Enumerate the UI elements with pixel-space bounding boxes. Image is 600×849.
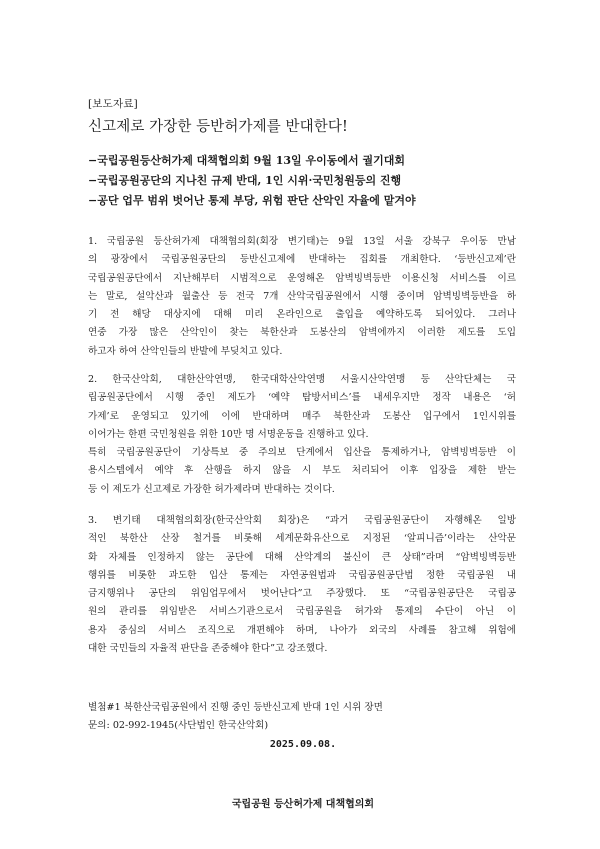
body-paragraph-3 bbox=[88, 512, 516, 658]
paragraph-line: 이어가는 한편 국민청원을 위한 10만 명 서명운동을 진행하고 있다. bbox=[88, 428, 369, 440]
paragraph-line: 등 이 제도가 신고제로 가장한 허가제라며 반대하는 것이다. bbox=[88, 483, 335, 495]
footnotes bbox=[88, 699, 383, 735]
paragraph-line: 기 전 해당 대상지에 대해 미리 온라인으로 출입을 예약하도록 되어있다. 그러나 bbox=[88, 309, 516, 321]
paragraph-line: 국립공원공단에서 지난해부터 시범적으로 운영해온 암벽빙벽등반 이용신청 서비스를 이르 bbox=[88, 272, 516, 284]
body-paragraph-2 bbox=[88, 371, 516, 499]
press-release-tag: [보도자료] bbox=[88, 98, 138, 110]
paragraph-line: 의 광장에서 국립공원공단의 등반신고제에 반대하는 집회를 개최한다. ‘등반신고제’란 bbox=[88, 254, 516, 266]
paragraph-line: 화 자체를 인정하지 않는 공단에 대해 산악계의 불신이 큰 상태”라며 “암벽빙벽등반 bbox=[88, 551, 516, 563]
headline: 신고제로 가장한 등반허가제를 반대한다! bbox=[88, 119, 348, 135]
subheadline-list bbox=[88, 151, 416, 211]
paragraph-line: 원의 관리를 위임받은 서비스기관으로서 국립공원을 허가와 통제의 수단이 아닌 이 bbox=[88, 606, 516, 618]
paragraph-line: 적인 북한산 산장 철거를 비롯해 세계문화유산으로 지정된 ‘알피니즘’이라는 산악문 bbox=[88, 533, 516, 545]
paragraph-line: 3. 변기태 대책협의회장(한국산악회 회장)은 “과거 국립공원공단이 자행해온 일방 bbox=[88, 515, 516, 526]
paragraph-line: 연중 가장 많은 산악인이 찾는 북한산과 도봉산의 암벽에까지 이러한 제도를 도입 bbox=[88, 327, 516, 339]
release-date: 2025.09.08. bbox=[269, 739, 337, 750]
paragraph-line: 1. 국립공원 등산허가제 대책협의회(회장 변기태)는 9월 13일 서울 강북구 우이동 만남 bbox=[88, 236, 516, 247]
paragraph-line: 행위를 비롯한 과도한 입산 통제는 자연공원법과 국립공원공단법 정한 국립공원 내 bbox=[88, 569, 516, 581]
subheadline: −국립공원공단의 지나친 규제 반대, 1인 시위·국민청원등의 진행 bbox=[88, 174, 402, 187]
paragraph-line: 대한 국민들의 자율적 판단을 존중해야 한다”고 강조했다. bbox=[88, 643, 328, 655]
paragraph-line: 하고자 하여 산악인들의 반발에 부딪치고 있다. bbox=[88, 345, 283, 357]
paragraph-line: 용시스템에서 예약 후 산행을 하지 않을 시 부도 처리되어 이후 입장을 제한 받는 bbox=[88, 465, 516, 477]
subheadline: −공단 업무 범위 벗어난 통제 부당, 위험 판단 산악인 자율에 맡겨야 bbox=[88, 194, 416, 207]
contact-note: 문의: 02-992-1945(사단법인 한국산악회) bbox=[88, 720, 269, 731]
paragraph-line: 금지행위나 공단의 위임업무에서 벗어난다”고 주장했다. 또 “국립공원공단은 국립공 bbox=[88, 588, 516, 600]
paragraph-line: 는 말로, 설악산과 월출산 등 전국 7개 산악국립공원에서 시행 중이며 암벽빙벽등반을 하 bbox=[88, 290, 516, 302]
paragraph-line: 2. 한국산악회, 대한산악연맹, 한국대학산악연맹 서울시산악연맹 등 산악단체는 국 bbox=[88, 374, 516, 385]
paragraph-line: 용자 중심의 서비스 조직으로 개편해야 하며, 나아가 외국의 사례를 참고해 위험에 bbox=[88, 624, 516, 636]
paragraph-line: 립공원공단에서 시행 중인 제도가 ‘예약 탐방서비스’를 내세우지만 정작 내용은 ‘허 bbox=[88, 392, 516, 404]
subheadline: −국립공원등산허가제 대책협의회 9월 13일 우이동에서 궐기대회 bbox=[88, 154, 405, 167]
attachment-note: 별첨#1 북한산국립공원에서 진행 중인 등반신고제 반대 1인 시위 장면 bbox=[88, 702, 383, 713]
body-paragraph-1 bbox=[88, 233, 516, 361]
issuing-organization: 국립공원 등산허가제 대책협의회 bbox=[231, 799, 375, 810]
paragraph-line: 가제’로 운영되고 있기에 이에 반대하며 매주 북한산과 도봉산 입구에서 1인시위를 bbox=[88, 410, 516, 422]
paragraph-line: 특히 국립공원공단이 기상특보 중 주의보 단계에서 입산을 통제하거나, 암벽빙벽등반 이 bbox=[88, 447, 516, 459]
